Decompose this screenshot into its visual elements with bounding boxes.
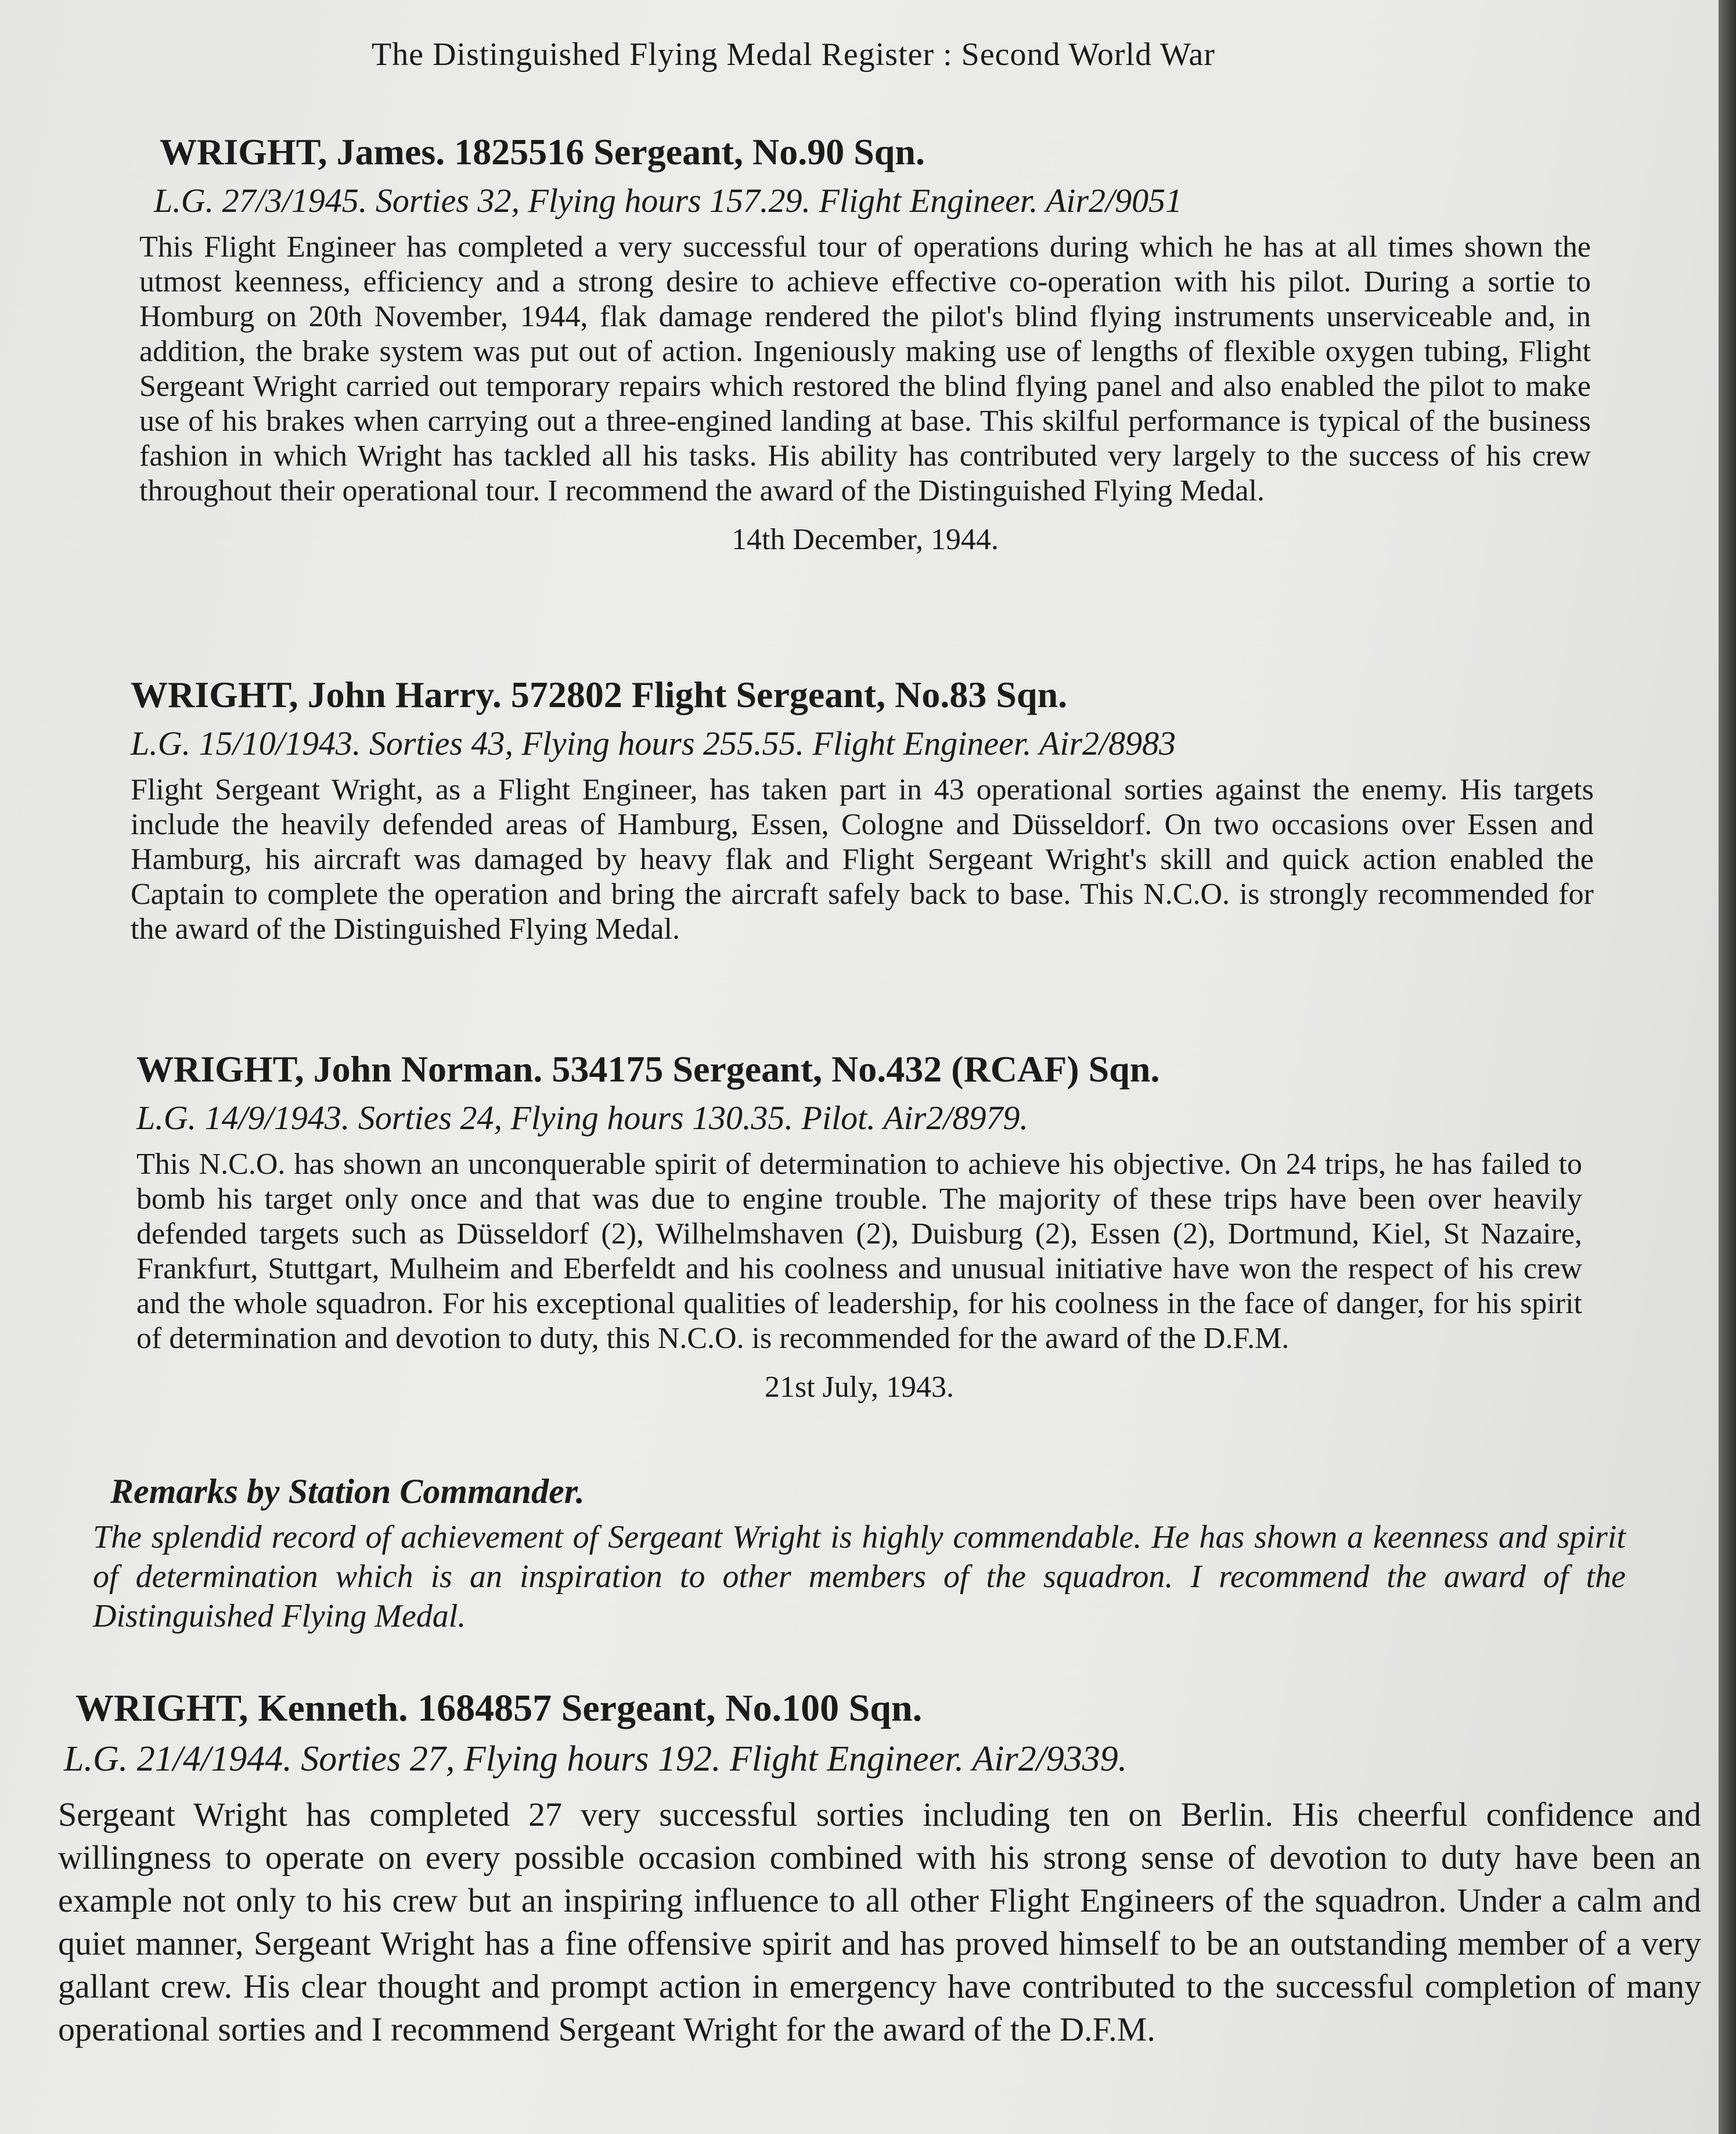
entry-wright-kenneth [58,1686,1701,2051]
entry-citation: This Flight Engineer has completed a very successful tour of operations during which he has at all times shown the utmost keenness, efficiency and a strong desire to achieve effective co-operation with his pilot. During a sortie to Homburg on 20th November, 1944, flak damage rendered the pilot's blind flying instruments unserviceable and, in addition, the brake system was put out of action. Ingeniously making use of lengths of flexible oxygen tubing, Flight Sergeant Wright carried out temporary repairs which restored the blind flying panel and also enabled the pilot to make use of his brakes when carrying out a three-engined landing at base. This skilful performance is typical of the business fashion in which Wright has tackled all his tasks. His ability has contributed very largely to the success of his crew throughout their operational tour. I recommend the award of the Distinguished Flying Medal. [139,230,1591,508]
entry-heading: WRIGHT, John Norman. 534175 Sergeant, No.432 (RCAF) Sqn. [136,1048,1160,1090]
entry-citation: Sergeant Wright has completed 27 very successful sorties including ten on Berlin. His cheerful confidence and willingness to operate on every possible occasion combined with his strong sense of devotion to duty have been an example not only to his crew but an inspiring influence to all other Flight Engineers of the squadron. Under a calm and quiet manner, Sergeant Wright has a fine offensive spirit and has proved himself to be an outstanding member of a very gallant crew. His clear thought and prompt action in emergency have contributed to the successful completion of many operational sorties and I recommend Sergeant Wright for the award of the D.F.M. [58,1796,1701,2049]
entry-wright-john-harry [131,673,1594,947]
entry-date: 14th December, 1944. [731,523,999,557]
station-commander-remarks [93,1472,1626,1636]
entry-wright-james [139,131,1591,557]
entry-heading: WRIGHT, Kenneth. 1684857 Sergeant, No.100 Sqn. [75,1687,923,1729]
remarks-text: The splendid record of achievement of Sergeant Wright is highly commendable. He has shown a keenness and spirit of determination which is an inspiration to other members of the squadron. I recommend the award of the Distinguished Flying Medal. [93,1519,1626,1634]
running-head: The Distinguished Flying Medal Register : Second World War [372,37,1215,73]
entry-citation: This N.C.O. has shown an unconquerable spirit of determination to achieve his objective. On 24 trips, he has failed to bomb his target only once and that was due to engine trouble. The majority of these trips have been over heavily defended targets such as Düsseldorf (2), Wilhelmshaven (2), Duisburg (2), Essen (2), Dortmund, Kiel, St Nazaire, Frankfurt, Stuttgart, Mulheim and Eberfeldt and his coolness and unusual initiative have won the respect of his crew and the whole squadron. For his exceptional qualities of leadership, for his coolness in the face of danger, for his spirit of determination and devotion to duty, this N.C.O. is recommended for the award of the D.F.M. [136,1148,1582,1356]
entry-heading: WRIGHT, James. 1825516 Sergeant, No.90 Sqn. [160,131,925,172]
entry-gazette-line: L.G. 14/9/1943. Sorties 24, Flying hours 130.35. Pilot. Air2/8979. [136,1098,1028,1137]
entry-heading: WRIGHT, John Harry. 572802 Flight Sergeant, No.83 Sqn. [131,674,1068,715]
page-edge-shadow [1719,0,1736,2134]
entry-gazette-line: L.G. 27/3/1945. Sorties 32, Flying hours 157.29. Flight Engineer. Air2/9051 [154,181,1183,219]
entry-gazette-line: L.G. 15/10/1943. Sorties 43, Flying hours 255.55. Flight Engineer. Air2/8983 [131,724,1176,762]
remarks-heading: Remarks by Station Commander. [110,1472,585,1511]
entry-date: 21st July, 1943. [765,1371,954,1404]
entry-citation: Flight Sergeant Wright, as a Flight Engineer, has taken part in 43 operational sorties against the enemy. His targets include the heavily defended areas of Hamburg, Essen, Cologne and Düsseldorf. On two occasions over Essen and Hamburg, his aircraft was damaged by heavy flak and Flight Sergeant Wright's skill and quick action enabled the Captain to complete the operation and bring the aircraft safely back to base. This N.C.O. is strongly recommended for the award of the Distinguished Flying Medal. [131,773,1594,946]
entry-wright-john-norman [136,1048,1582,1404]
entry-gazette-line: L.G. 21/4/1944. Sorties 27, Flying hours 192. Flight Engineer. Air2/9339. [64,1739,1128,1779]
